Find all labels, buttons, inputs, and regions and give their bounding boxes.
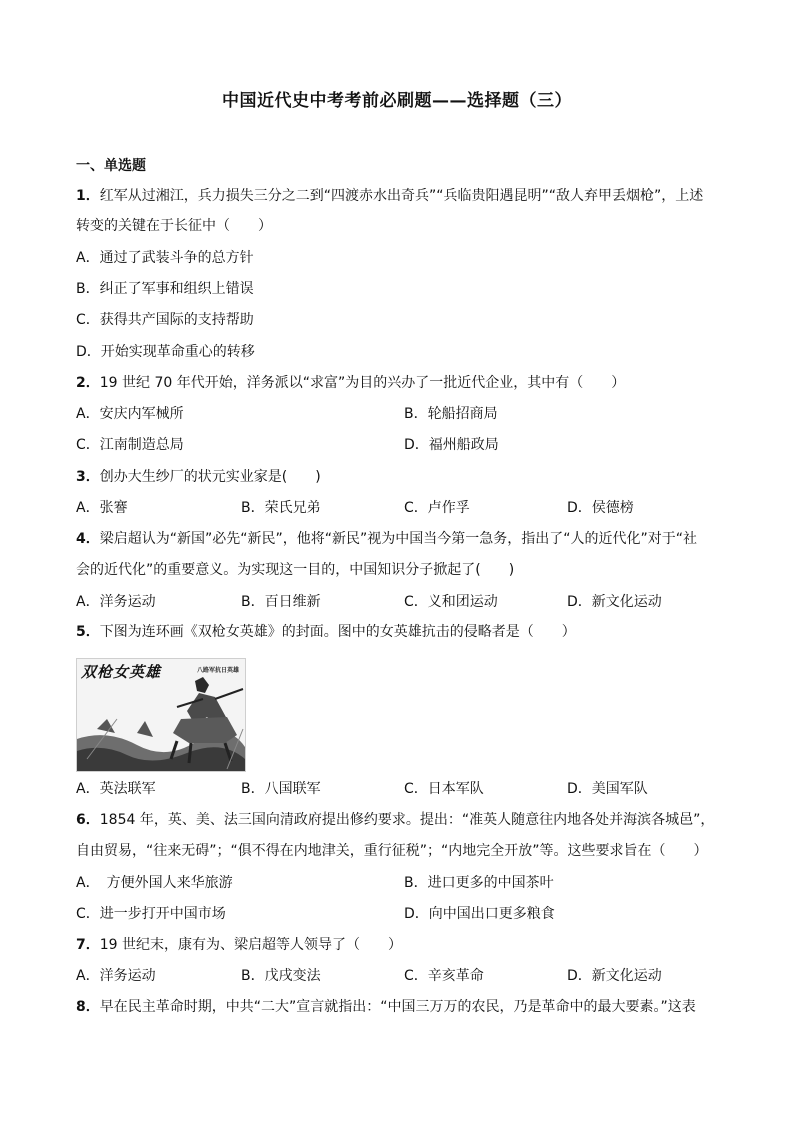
- option-d[interactable]: D．福州船政局: [404, 437, 499, 453]
- option-a[interactable]: A．英法联军: [76, 781, 156, 797]
- question-text-cont: 转变的关键在于长征中（ ）: [76, 218, 272, 234]
- question-3: [76, 467, 321, 487]
- option-d[interactable]: D．向中国出口更多粮食: [404, 906, 555, 922]
- question-1: [76, 186, 703, 206]
- option-c[interactable]: C．进一步打开中国市场: [76, 906, 226, 922]
- question-text: 19 世纪 70 年代开始，洋务派以“求富”为目的兴办了一批近代企业，其中有（ ）: [99, 375, 626, 391]
- question-text-cont: 自由贸易，“往来无碍”；“俱不得在内地津关，重行征税”；“内地完全开放”等。这些要求旨在（ ）: [76, 843, 708, 859]
- question-number: 1．: [76, 188, 100, 204]
- page-title: 中国近代史中考考前必刷题——选择题（三）: [222, 91, 572, 111]
- cover-title: 双枪女英雄: [81, 663, 162, 681]
- section-heading: 一、单选题: [76, 158, 146, 174]
- option-c[interactable]: C．获得共产国际的支持帮助: [76, 312, 254, 328]
- option-a[interactable]: A．张謇: [76, 500, 128, 516]
- question-number: 8．: [76, 999, 100, 1015]
- question-number: 4．: [76, 531, 100, 547]
- option-d[interactable]: D．美国军队: [567, 781, 648, 797]
- question-text: 梁启超认为“新国”必先“新民”，他将“新民”视为中国当今第一急务，指出了“人的近代化”对于“社: [99, 531, 698, 547]
- option-d[interactable]: D．开始实现革命重心的转移: [76, 344, 255, 360]
- option-d[interactable]: D．侯德榜: [567, 500, 634, 516]
- question-8: [76, 997, 696, 1017]
- option-a[interactable]: A．洋务运动: [76, 968, 156, 984]
- option-c[interactable]: C．卢作孚: [404, 500, 470, 516]
- question-number: 2．: [76, 375, 100, 391]
- option-b[interactable]: B．进口更多的中国茶叶: [404, 875, 554, 891]
- question-number: 3．: [76, 469, 100, 485]
- option-a[interactable]: A．通过了武装斗争的总方针: [76, 250, 254, 266]
- question-4: [76, 529, 697, 549]
- question-text-cont: 会的近代化”的重要意义。为实现这一目的，中国知识分子掀起了( ): [76, 562, 515, 578]
- question-6: [76, 810, 714, 830]
- question-2: [76, 373, 625, 393]
- question-number: 5．: [76, 624, 100, 640]
- question-text: 1854 年，英、美、法三国向清政府提出修约要求。提出：“准英人随意往内地各处并海滨各城邑”，: [99, 812, 715, 828]
- question-text: 下图为连环画《双枪女英雄》的封面。图中的女英雄抗击的侵略者是（ ）: [99, 624, 576, 640]
- option-c[interactable]: C．义和团运动: [404, 594, 498, 610]
- question-text: 早在民主革命时期，中共“二大”宣言就指出：“中国三万万的农民，乃是革命中的最大要素。”这表: [99, 999, 696, 1015]
- option-b[interactable]: B．戊戌变法: [241, 968, 321, 984]
- question-text: 创办大生纱厂的状元实业家是( ): [99, 469, 321, 485]
- question-number: 7．: [76, 937, 100, 953]
- option-b[interactable]: B．百日维新: [241, 594, 321, 610]
- comic-cover-image: [76, 658, 246, 772]
- question-7: [76, 935, 402, 955]
- question-text: 19 世纪末，康有为、梁启超等人领导了（ ）: [99, 937, 403, 953]
- option-c[interactable]: C．日本军队: [404, 781, 484, 797]
- option-b[interactable]: B．荣氏兄弟: [241, 500, 321, 516]
- option-a[interactable]: A． 方便外国人来华旅游: [76, 875, 233, 891]
- question-text: 红军从过湘江，兵力损失三分之二到“四渡赤水出奇兵”“兵临贵阳遇昆明”“敌人弃甲丢烟枪”，上述: [99, 188, 704, 204]
- option-b[interactable]: B．八国联军: [241, 781, 321, 797]
- option-a[interactable]: A．洋务运动: [76, 594, 156, 610]
- option-d[interactable]: D．新文化运动: [567, 968, 662, 984]
- option-b[interactable]: B．纠正了军事和组织上错误: [76, 281, 254, 297]
- option-c[interactable]: C．辛亥革命: [404, 968, 484, 984]
- cover-subtitle: 八路军抗日英雄: [196, 667, 239, 674]
- option-a[interactable]: A．安庆内军械所: [76, 406, 184, 422]
- option-b[interactable]: B．轮船招商局: [404, 406, 498, 422]
- option-d[interactable]: D．新文化运动: [567, 594, 662, 610]
- question-number: 6．: [76, 812, 100, 828]
- question-5: [76, 622, 576, 642]
- option-c[interactable]: C．江南制造总局: [76, 437, 184, 453]
